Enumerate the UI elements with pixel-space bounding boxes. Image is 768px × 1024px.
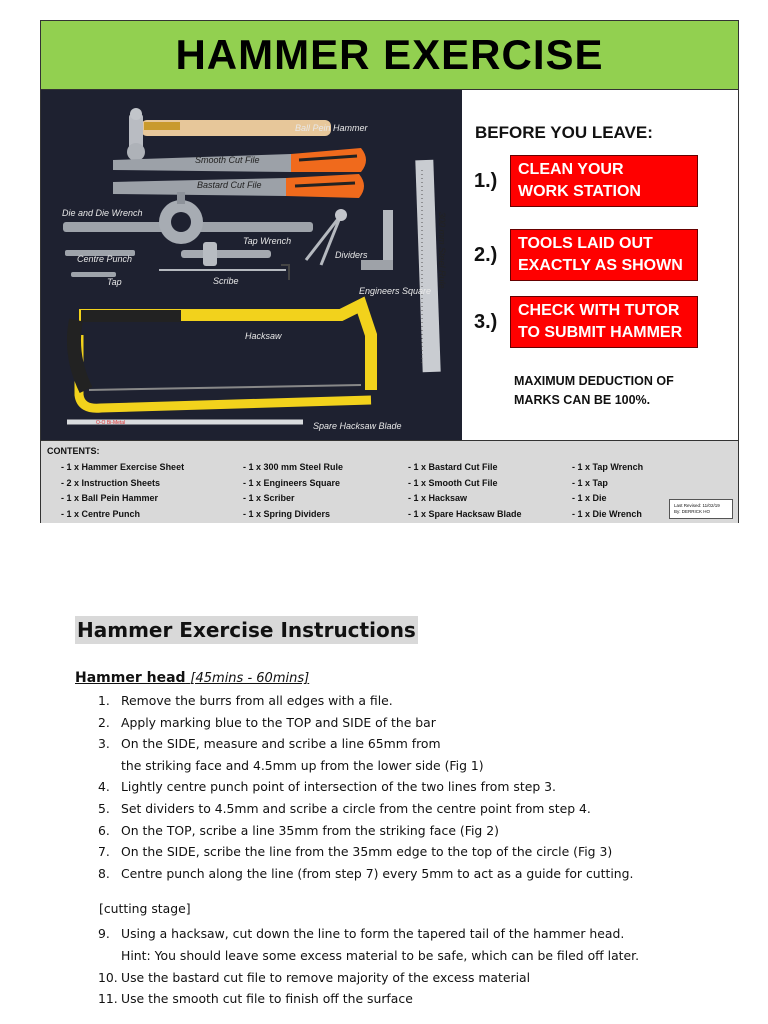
step-text: Use the bastard cut file to remove majority of the excess material xyxy=(121,969,531,985)
step-line: CLEAN YOUR xyxy=(518,161,624,178)
instructions-section xyxy=(75,616,715,1010)
instructions-title: Hammer Exercise Instructions xyxy=(77,618,416,642)
step-num: 9. xyxy=(98,926,110,942)
step-text: Using a hacksaw, cut down the line to form the tapered tail of the hammer head. xyxy=(121,926,625,942)
contents-item: - 1 x 300 mm Steel Rule xyxy=(243,462,344,472)
step-text: On the SIDE, scribe the line from the 35mm edge to the top of the circle (Fig 3) xyxy=(121,844,613,860)
step-box xyxy=(510,229,698,281)
revision-date: Last Revised: 11/02/19 xyxy=(674,503,720,508)
step-number: 1.) xyxy=(474,169,498,192)
contents-item: - 1 x Ball Pein Hammer xyxy=(61,493,159,503)
instruction-step xyxy=(75,988,715,1010)
contents-item: - 1 x Die Wrench xyxy=(572,508,642,519)
contents-item: - 1 x Tap Wrench xyxy=(572,462,644,472)
instruction-step xyxy=(75,967,715,989)
contents-column-1 xyxy=(61,460,184,522)
step-number: 3.) xyxy=(474,310,498,333)
instruction-list-a xyxy=(75,690,715,884)
step-line: EXACTLY AS SHOWN xyxy=(518,257,683,274)
step-num: 2. xyxy=(98,714,110,730)
instruction-step xyxy=(75,923,715,945)
step-text: Remove the burrs from all edges with a file. xyxy=(121,693,393,708)
label-engineers-square: Engineers Square xyxy=(359,286,432,296)
contents-column-2 xyxy=(243,460,343,522)
contents-item: - 1 x Tap xyxy=(572,477,608,488)
contents-item: - 1 x Scriber xyxy=(243,493,295,503)
title-bar xyxy=(41,21,738,90)
svg-text:O-O Bi-Metal: O-O Bi-Metal xyxy=(96,420,126,426)
checklist-step-2 xyxy=(474,229,698,281)
label-scribe: Scribe xyxy=(213,276,239,286)
tools-photo xyxy=(41,90,462,440)
section-title: Hammer head xyxy=(75,670,186,686)
checklist-panel xyxy=(462,90,738,440)
step-num: 11. xyxy=(98,991,118,1007)
label-die-wrench: Die and Die Wrench xyxy=(62,208,143,218)
contents-item: - 1 x Hacksaw xyxy=(408,493,468,503)
revision-author: By: DERRICK HO xyxy=(674,509,711,514)
step-text: Apply marking blue to the TOP and SIDE of the bar xyxy=(121,714,436,730)
contents-item: - 1 x Spare Hacksaw Blade xyxy=(408,508,522,519)
step-num: 4. xyxy=(98,779,110,795)
contents-heading: CONTENTS: xyxy=(47,446,100,456)
checklist-step-1 xyxy=(474,155,698,207)
step-text: On the SIDE, measure and scribe a line 65mm from xyxy=(121,736,441,752)
instruction-step xyxy=(75,945,715,967)
label-tap: Tap xyxy=(107,277,122,287)
section-time: [45mins - 60mins] xyxy=(190,671,310,686)
label-smooth-cut-file: Smooth Cut File xyxy=(195,155,260,165)
label-tap-wrench: Tap Wrench xyxy=(243,236,292,246)
label-bastard-cut-file: Bastard Cut File xyxy=(197,180,262,190)
step-line: TOOLS LAID OUT xyxy=(518,235,653,252)
label-hacksaw: Hacksaw xyxy=(245,331,282,341)
contents-item: - 1 x Hammer Exercise Sheet xyxy=(61,462,185,472)
instruction-list-b xyxy=(75,923,715,1009)
label-ball-pein-hammer: Ball Pein Hammer xyxy=(295,123,368,133)
instruction-step xyxy=(75,690,715,712)
tools-illustration xyxy=(41,90,462,440)
exercise-sheet xyxy=(40,20,739,523)
instruction-step xyxy=(75,776,715,798)
step-line: WORK STATION xyxy=(518,183,641,200)
step-num: 10. xyxy=(98,969,118,985)
page-title: HAMMER EXERCISE xyxy=(175,31,604,78)
step-text: Use the smooth cut file to finish off the surface xyxy=(121,991,413,1007)
instruction-step xyxy=(75,733,715,755)
label-spare-blade: Spare Hacksaw Blade xyxy=(313,421,402,431)
contents-item: - 2 x Instruction Sheets xyxy=(61,477,161,488)
section-heading xyxy=(75,670,715,686)
instruction-step xyxy=(75,798,715,820)
checklist-heading: BEFORE YOU LEAVE: xyxy=(475,123,653,142)
contents-item: - 1 x Spring Dividers xyxy=(243,508,331,519)
contents-column-4 xyxy=(572,460,643,522)
step-num: 1. xyxy=(98,693,110,708)
instruction-step xyxy=(75,712,715,734)
step-text: Lightly centre punch point of intersection of the two lines from step 3. xyxy=(121,779,556,795)
step-text: Set dividers to 4.5mm and scribe a circle from the centre point from step 4. xyxy=(121,800,591,816)
step-number: 2.) xyxy=(474,243,498,266)
contents-item: - 1 x Die xyxy=(572,493,607,503)
step-text: Centre punch along the line (from step 7) every 5mm to act as a guide for cutting. xyxy=(121,865,634,881)
checklist-step-3 xyxy=(474,296,698,348)
step-line: TO SUBMIT HAMMER xyxy=(518,324,683,341)
label-dividers: Dividers xyxy=(335,250,368,260)
contents-item: - 1 x Engineers Square xyxy=(243,477,341,488)
contents-panel xyxy=(41,440,738,523)
revision-stamp xyxy=(669,499,733,519)
instruction-step xyxy=(75,755,715,777)
step-box xyxy=(510,155,698,207)
step-num: 5. xyxy=(98,800,110,816)
instruction-step xyxy=(75,863,715,885)
contents-item: - 1 x Centre Punch xyxy=(61,508,141,519)
label-centre-punch: Centre Punch xyxy=(77,254,133,264)
step-text: the striking face and 4.5mm up from the lower side (Fig 1) xyxy=(121,757,484,773)
step-line: CHECK WITH TUTOR xyxy=(518,302,680,319)
step-num: 3. xyxy=(98,736,110,752)
instruction-step xyxy=(75,841,715,863)
step-num: 6. xyxy=(98,822,110,838)
deduction-line: MAXIMUM DEDUCTION OF xyxy=(514,374,674,388)
deduction-line: MARKS CAN BE 100%. xyxy=(514,393,651,407)
deduction-note xyxy=(514,372,724,410)
step-text: Hint: You should leave some excess material to be safe, which can be filed off later. xyxy=(121,947,640,963)
step-num: 8. xyxy=(98,865,110,881)
label-steel-rule: 300 mm Steel Rule xyxy=(437,212,447,289)
instruction-step xyxy=(75,820,715,842)
step-box xyxy=(510,296,698,348)
contents-item: - 1 x Bastard Cut File xyxy=(408,462,498,472)
cutting-stage-label: [cutting stage] xyxy=(99,901,191,917)
contents-item: - 1 x Smooth Cut File xyxy=(408,477,498,488)
step-num: 7. xyxy=(98,844,110,860)
step-text: On the TOP, scribe a line 35mm from the striking face (Fig 2) xyxy=(121,822,499,838)
contents-column-3 xyxy=(408,460,522,522)
